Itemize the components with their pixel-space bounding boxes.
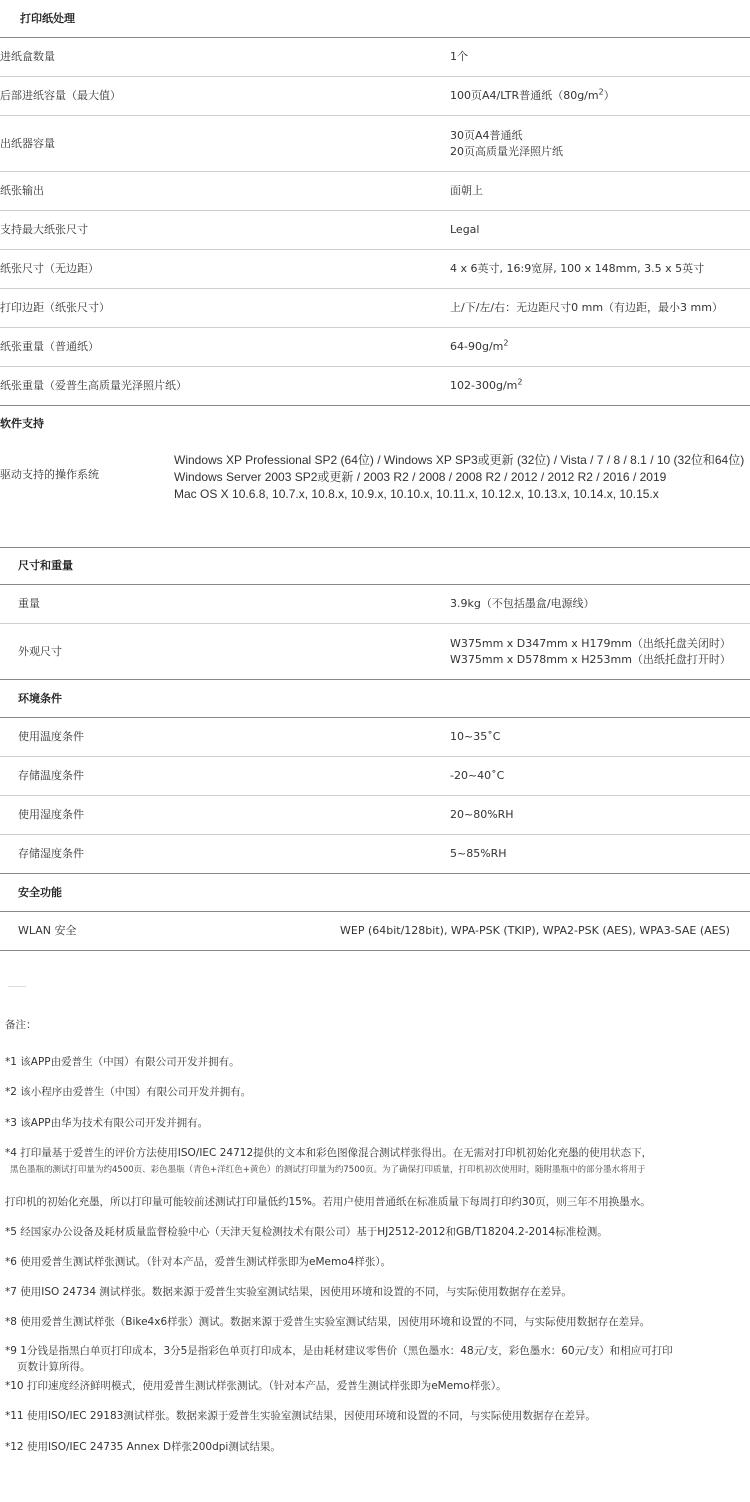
spec-label: 纸张输出 xyxy=(0,184,44,198)
spec-row xyxy=(0,835,750,874)
section-title: 软件支持 xyxy=(0,417,44,431)
os-line: Windows XP Professional SP2 (64位) / Windows XP SP3或更新 (32位) / Vista / 7 / 8 / 8.1 / 10 (32位和64位) xyxy=(174,453,745,467)
note-item: *10 打印速度经济鲜明模式，使用爱普生测试样张测试。（针对本产品，爱普生测试样张即为eMemo样张）。 xyxy=(5,1380,507,1392)
spec-row xyxy=(0,77,750,116)
spec-label: 使用温度条件 xyxy=(18,730,84,744)
note-item: *12 使用ISO/IEC 24735 Annex D样张200dpi测试结果。 xyxy=(5,1441,281,1453)
spec-value: -20~40˚C xyxy=(450,769,505,783)
spec-row xyxy=(0,116,750,172)
note-item: *3 该APP由华为技术有限公司开发并拥有。 xyxy=(5,1117,209,1129)
spec-label: 纸张尺寸（无边距） xyxy=(0,262,99,276)
spec-label: 支持最大纸张尺寸 xyxy=(0,223,88,237)
spec-value: 30页A4普通纸 20页高质量光泽照片纸 xyxy=(450,129,563,158)
spec-value: 100页A4/LTR普通纸$(80g/m^2)$ xyxy=(450,87,615,103)
section-title: 打印纸处理 xyxy=(0,0,750,38)
spec-value: Legal xyxy=(450,223,480,237)
note-item: *6 使用爱普生测试样张测试。（针对本产品，爱普生测试样张即为eMemo4样张）。 xyxy=(5,1256,392,1268)
spec-row xyxy=(0,757,750,796)
spec-value: 1个 xyxy=(450,50,468,64)
spec-row xyxy=(0,38,750,77)
spec-value: W375mm x D347mm x H179mm（出纸托盘关闭时） W375mm x D578mm x H253mm（出纸托盘打开时） xyxy=(450,637,731,666)
note-item: *7 使用ISO 24734 测试样张。数据来源于爱普生实验室测试结果，因使用环境和设置的不同，与实际使用数据存在差异。 xyxy=(5,1286,572,1298)
spec-label: 打印边距（纸张尺寸） xyxy=(0,301,110,315)
spec-label: 驱动支持的操作系统 xyxy=(0,468,99,481)
note-item: 黑色墨瓶的测试打印量为约4500页、彩色墨瓶（青色+洋红色+黄色）的测试打印量为约7500页。为了确保打印质量，打印机初次使用时，随附墨瓶中的部分墨水将用于 xyxy=(10,1165,646,1175)
section-title: 尺寸和重量 xyxy=(0,547,750,585)
notes-title: 备注： xyxy=(5,1019,37,1031)
spec-row xyxy=(0,912,750,951)
spec-label: 存储湿度条件 xyxy=(18,847,84,861)
spec-value: 20~80%RH xyxy=(450,808,514,822)
spec-value: $102-300g/m^2$ xyxy=(450,377,523,393)
section-title: 安全功能 xyxy=(0,874,750,912)
spec-label: 外观尺寸 xyxy=(18,644,62,658)
os-line: Mac OS X 10.6.8, 10.7.x, 10.8.x, 10.9.x, 10.10.x, 10.11.x, 10.12.x, 10.13.x, 10.14.x, 10.15.x xyxy=(174,487,659,501)
paper-handling-section xyxy=(0,0,750,406)
spec-value: 面朝上 xyxy=(450,184,483,198)
spec-value: 4 x 6英寸, 16:9宽屏, 100 x 148mm, 3.5 x 5英寸 xyxy=(450,262,705,276)
spec-value: 上/下/左/右：无边距尺寸0 mm（有边距，最小3 mm） xyxy=(450,301,723,315)
spec-row xyxy=(0,172,750,211)
spec-row xyxy=(0,624,750,680)
software-section xyxy=(0,406,750,548)
note-item: *5 经国家办公设备及耗材质量监督检验中心（天津天复检测技术有限公司）基于HJ2512-2012和GB/T18204.2-2014标准检测。 xyxy=(5,1226,608,1238)
spec-label: 进纸盒数量 xyxy=(0,50,55,64)
spec-value: 10~35˚C xyxy=(450,730,501,744)
spec-row xyxy=(0,585,750,624)
spec-row xyxy=(0,211,750,250)
spec-label: 使用湿度条件 xyxy=(18,808,84,822)
spec-row xyxy=(0,367,750,406)
spec-row xyxy=(0,718,750,757)
spec-label: 纸张重量（普通纸） xyxy=(0,340,99,354)
spec-value: WEP (64bit/128bit), WPA-PSK (TKIP), WPA2-PSK (AES), WPA3-SAE (AES) xyxy=(340,924,730,938)
note-item: *1 该APP由爱普生（中国）有限公司开发并拥有。 xyxy=(5,1056,240,1068)
spec-value: 5~85%RH xyxy=(450,847,507,861)
spec-label: 出纸器容量 xyxy=(0,136,55,150)
spec-label: WLAN 安全 xyxy=(18,924,77,938)
divider xyxy=(8,986,26,987)
note-item: *2 该小程序由爱普生（中国）有限公司开发并拥有。 xyxy=(5,1086,252,1098)
note-item: *9 1分钱是指黑白单页打印成本，3分5是指彩色单页打印成本，是由耗材建议零售价（黑色墨水：48元/支，彩色墨水：60元/支）和相应可打印 xyxy=(5,1345,673,1357)
section-title: 环境条件 xyxy=(0,680,750,718)
spec-row xyxy=(0,328,750,367)
note-item: 打印机的初始化充墨，所以打印量可能较前述测试打印量低约15%。若用户使用普通纸在标准质量下每周打印约30页，则三年不用换墨水。 xyxy=(5,1196,651,1208)
spec-row xyxy=(0,796,750,835)
note-item: *4 打印量基于爱普生的评价方法使用ISO/IEC 24712提供的文本和彩色图像混合测试样张得出。在无需对打印机初始化充墨的使用状态下， xyxy=(5,1147,653,1159)
os-line: Windows Server 2003 SP2或更新 / 2003 R2 / 2008 / 2008 R2 / 2012 / 2012 R2 / 2016 / 2019 xyxy=(174,470,667,484)
spec-label: 纸张重量（爱普生高质量光泽照片纸） xyxy=(0,379,187,393)
spec-value: $64-90g/m^2$ xyxy=(450,338,509,354)
spec-value xyxy=(174,452,750,503)
spec-row xyxy=(0,289,750,328)
note-item: *8 使用爱普生测试样张（Bike4x6样张）测试。数据来源于爱普生实验室测试结果，因使用环境和设置的不同，与实际使用数据存在差异。 xyxy=(5,1316,651,1328)
spec-value: 3.9kg（不包括墨盒/电源线） xyxy=(450,597,595,611)
spec-row xyxy=(0,442,750,548)
size-env-section xyxy=(0,547,750,951)
note-item: *11 使用ISO/IEC 29183测试样张。数据来源于爱普生实验室测试结果，因使用环境和设置的不同，与实际使用数据存在差异。 xyxy=(5,1410,596,1422)
spec-label: 重量 xyxy=(18,597,40,611)
spec-label: 后部进纸容量（最大值） xyxy=(0,89,121,103)
note-item: 页数计算所得。 xyxy=(17,1361,91,1373)
spec-row xyxy=(0,250,750,289)
spec-label: 存储温度条件 xyxy=(18,769,84,783)
